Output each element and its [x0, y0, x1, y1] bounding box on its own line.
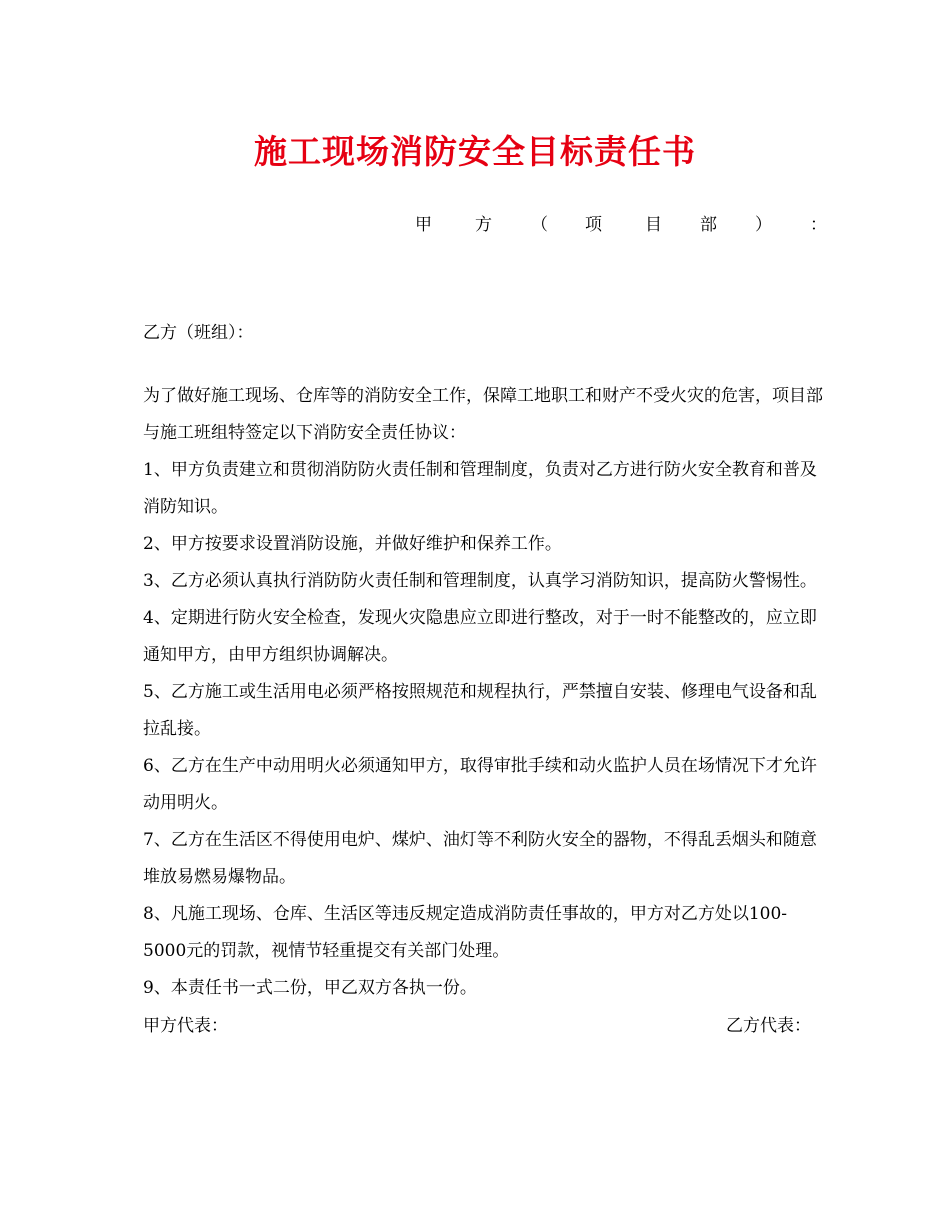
party-a-representative: 甲方代表： — [143, 1016, 228, 1036]
party-a-char: 部 — [700, 215, 717, 235]
party-a-char: 甲 — [415, 215, 432, 235]
party-a-line — [415, 210, 825, 234]
party-a-char: ） — [755, 215, 772, 235]
clause-paragraph: 3、乙方必须认真执行消防防火责任制和管理制度，认真学习消防知识，提高防火警惕性。 — [143, 571, 817, 591]
clause-paragraph: 5、乙方施工或生活用电必须严格按照规范和规程执行，严禁擅自安装、修理电气设备和乱拉乱接。 — [143, 682, 817, 739]
party-a-char: ： — [810, 215, 827, 235]
clause-paragraph: 4、定期进行防火安全检查，发现火灾隐患应立即进行整改，对于一时不能整改的，应立即通知甲方，由甲方组织协调解决。 — [143, 608, 817, 665]
party-a-char: 方 — [475, 215, 492, 235]
party-b-line: 乙方（班组）： — [143, 323, 254, 343]
intro-paragraph: 为了做好施工现场、仓库等的消防安全工作，保障工地职工和财产不受火灾的危害，项目部与施工班组特签定以下消防安全责任协议： — [143, 386, 823, 443]
clause-paragraph: 7、乙方在生活区不得使用电炉、煤炉、油灯等不利防火安全的器物，不得乱丢烟头和随意堆放易燃易爆物品。 — [143, 830, 817, 887]
party-b-representative: 乙方代表： — [726, 1016, 811, 1036]
party-a-char: （ — [531, 215, 548, 235]
party-a-char: 目 — [645, 215, 662, 235]
clause-paragraph: 2、甲方按要求设置消防设施，并做好维护和保养工作。 — [143, 534, 562, 554]
clause-paragraph: 9、本责任书一式二份，甲乙双方各执一份。 — [143, 978, 477, 998]
document-title: 施工现场消防安全目标责任书 — [254, 132, 696, 171]
clause-paragraph: 6、乙方在生产中动用明火必须通知甲方，取得审批手续和动火监护人员在场情况下才允许动用明火。 — [143, 756, 817, 813]
clause-paragraph: 8、凡施工现场、仓库、生活区等违反规定造成消防责任事故的，甲方对乙方处以100-5000元的罚款，视情节轻重提交有关部门处理。 — [143, 904, 788, 961]
clause-paragraph: 1、甲方负责建立和贯彻消防防火责任制和管理制度，负责对乙方进行防火安全教育和普及消防知识。 — [143, 460, 817, 517]
agreement-body — [143, 378, 823, 1007]
party-a-char: 项 — [585, 215, 602, 235]
